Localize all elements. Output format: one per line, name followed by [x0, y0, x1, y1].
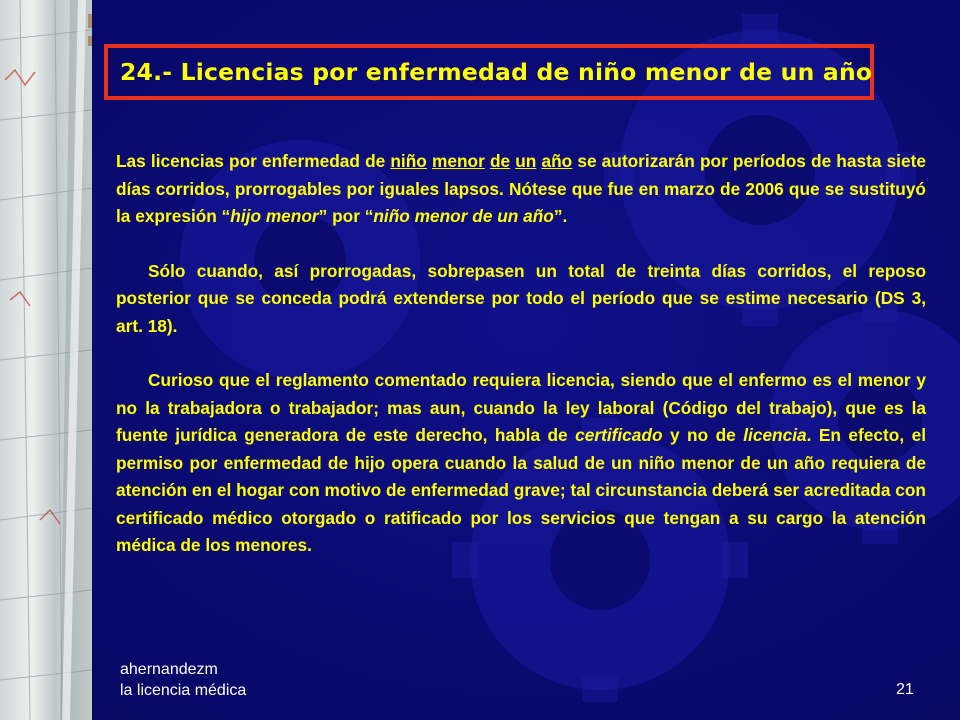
page-number: 21: [896, 681, 914, 698]
paragraph-3-text-c: . En efecto, el permiso por enfermedad de hijo opera cuando la salud de un niño menor de un año requiera de atención en el hogar con motivo de enfermedad grave; tal circunstancia deberá ser acreditada con certificado médico otorgado o ratificado por los servicios que tengan a su cargo la atención médica de los menores.: [116, 425, 926, 555]
paragraph-1-text-a: Las licencias por enfermedad de: [116, 151, 391, 171]
paragraph-3-text-b: y no de: [662, 425, 744, 445]
footer-left: [120, 659, 246, 701]
footer-subtitle: la licencia médica: [120, 682, 247, 699]
paragraph-2: Sólo cuando, así prorrogadas, sobrepasen un total de treinta días corridos, el reposo posterior que se conceda podrá extenderse por todo el período que se estime necesario (DS 3, art. 18).: [116, 260, 926, 336]
italic-hijo-menor: hijo menor: [230, 206, 319, 226]
underlined-word-1: niño: [390, 151, 427, 171]
italic-certificado: certificado: [575, 425, 663, 445]
paragraph-1: [116, 148, 926, 231]
italic-nino-menor: niño menor de un año: [373, 206, 554, 226]
paragraph-1-text-b: se autorizarán por períodos de hasta siete días corridos, prorrogables por iguales lapsos. Nótese que fue en marzo de 2006 que se sustituyó la expresión “: [116, 151, 926, 226]
underlined-word-3: de: [489, 151, 511, 171]
footer-author: ahernandezm: [120, 661, 218, 678]
underlined-word-4: un: [515, 151, 537, 171]
paragraph-3: [116, 367, 926, 560]
underlined-word-2: menor: [431, 151, 485, 171]
paragraph-3-text-a: Curioso que el reglamento comentado requiera licencia, siendo que el enfermo es el menor y no la trabajadora o trabajador; mas aun, cuando la ley laboral (Código del trabajo), que es la fuente jurídica generadora de este derecho, habla de: [116, 370, 926, 445]
left-decorative-strip: [0, 0, 92, 720]
slide-body: [116, 148, 926, 560]
title-box: [104, 44, 874, 100]
italic-licencia: licencia: [743, 425, 807, 445]
paragraph-1-text-c: ” por “: [318, 206, 374, 226]
slide-title: 24.- Licencias por enfermedad de niño menor de un año: [120, 58, 873, 86]
paragraph-1-text-d: ”.: [553, 206, 568, 226]
underlined-word-5: año: [541, 151, 573, 171]
